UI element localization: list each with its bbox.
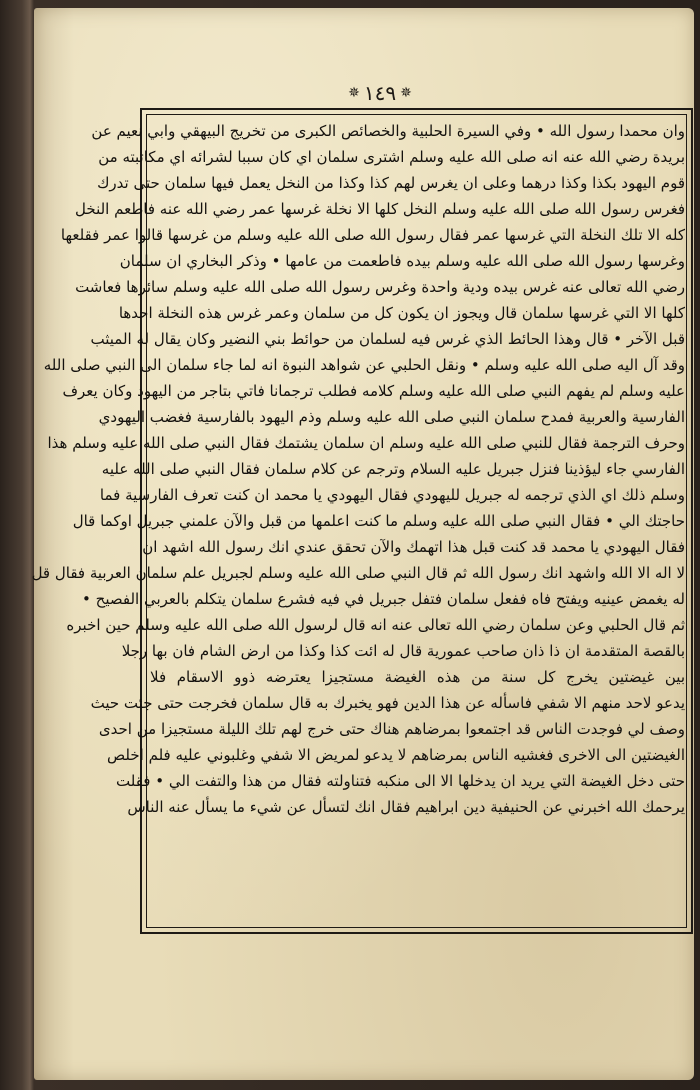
text-line: الغيضتين الى الاخرى فغشيه الناس بمرضاهم لا يدعو لمريض الا شفي وغلبوني عليه فلم اخلص [107,746,685,764]
text-line: وان محمدا رسول الله • وفي السيرة الحلبية والخصائص الكبرى من تخريج البيهقي وابي نعيم عن [91,122,685,140]
text-line: عليه وسلم لم يفهم النبي صلى الله عليه وسلم كلامه فطلب ترجمانا فاتي بتاجر من اليهود وكان يعرف [62,382,685,400]
body-text [31,118,685,924]
text-line: فغرس رسول الله صلى الله عليه وسلم النخل كلها الا نخلة غرسها عمر رضي الله عنه فاطعم النخل [75,200,685,218]
page-number-header [316,78,444,108]
text-line: لا اله الا الله واشهد انك رسول الله ثم قال النبي صلى الله عليه وسلم لجبريل علم سلمان العربية فقال قل [31,564,685,582]
text-line: يدعو لاحد منهم الا شفي فاسأله عن هذا الدين فهو يخبرك به قال سلمان فخرجت حتى جئت حيث [90,694,685,712]
text-line: وحرف الترجمة فقال للنبي صلى الله عليه وسلم ان سلمان يشتمك فقال النبي صلى الله عليه وسلم هذا [47,434,685,452]
text-line: وسلم ذلك اي الذي ترجمه له جبريل لليهودي فقال اليهودي يا محمد ان كنت تعرف الفارسية فما [99,486,685,504]
text-line: فقال اليهودي يا محمد قد كنت قبل هذا اتهمك والآن تحقق عندي انك رسول الله اشهد ان [142,538,685,556]
text-line: الفارسي جاء ليؤذينا فنزل جبريل عليه السلام وترجم عن كلام سلمان فقال النبي صلى الله عليه [101,460,685,478]
ornament-icon: ✵ [348,85,360,101]
text-line: بالقصة المتقدمة ان ذا ذان صاحب عمورية قال له ائت كذا وكذا من ارض الشام فان بها رجلا [121,642,685,660]
text-line: رضي الله تعالى عنه غرس بيده ودية واحدة وغرس رسول الله صلى الله عليه وسلم سائرها فعاشت [75,278,685,296]
text-line: الفارسية والعربية فمدح سلمان النبي صلى الله عليه وسلم وذم اليهود بالفارسية فغضب اليهودي [98,408,685,426]
text-line: كله الا تلك النخلة التي غرسها عمر فقال رسول الله صلى الله عليه وسلم من غرسها قالوا عمر فقلعها [60,226,685,244]
ornament-icon: ✵ [400,85,412,101]
text-line: حاجتك الي • فقال النبي صلى الله عليه وسلم ما كنت اعلمها من قبل والآن علمني جبريل اوكما قال [72,512,685,530]
text-line: ثم قال الحلبي وعن سلمان رضي الله تعالى عنه انه قال لرسول الله صلى الله عليه وسلم حين اخبره [66,616,685,634]
text-line: وقد آل اليه صلى الله عليه وسلم • ونقل الحلبي عن شواهد النبوة انه لما جاء سلمان الى النبي صلى الله [43,356,685,374]
text-line: حتى دخل الغيضة التي يريد ان يدخلها الا الى منكبه فتناولته فقال من هذا والتفت الي • فقلت [116,772,685,790]
text-line: يرحمك الله اخبرني عن الحنيفية دين ابراهيم فقال انك لتسأل عن شيء ما يسأل عنه الناس [127,798,685,816]
text-line: كلها الا التي غرسها سلمان قال ويجوز ان يكون كل من سلمان وعمر غرس هذه النخلة احدها [118,304,685,322]
text-line: بريدة رضي الله عنه انه صلى الله عليه وسلم اشترى سلمان اي كان سببا لشرائه اي مكاتبته من [98,148,685,166]
page-number: ١٤٩ [363,81,397,105]
text-line: قبل الآخر • قال وهذا الحائط الذي غرس فيه لسلمان من حوائط بني النضير وكان يقال له الميثب [90,330,685,348]
text-line: قوم اليهود بكذا وكذا درهما وعلى ان يغرس لهم كذا وكذا من النخل يعمل فيها سلمان حتى تدرك [97,174,685,192]
text-line: له يغمض عينيه ويفتح فاه ففعل سلمان فتفل جبريل في فيه فشرع سلمان يتكلم بالعربي الفصيح • [82,590,685,608]
text-line: وصف لي فوجدت الناس قد اجتمعوا بمرضاهم هناك حتى خرج لهم تلك الليلة مستجيزا من احدى [98,720,685,738]
text-line: وغرسها رسول الله صلى الله عليه وسلم بيده فاطعمت من عامها • وذكر البخاري ان سلمان [119,252,685,270]
text-line: بين غيضتين يخرج كل سنة من هذه الغيضة مستجيزا يعترضه ذوو الاسقام فلا [150,668,685,686]
